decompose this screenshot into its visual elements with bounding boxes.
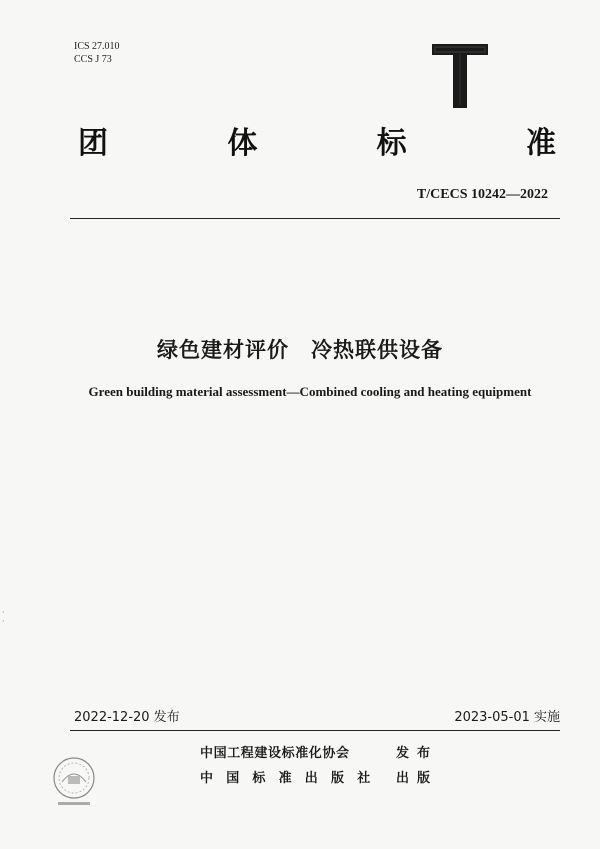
standard-number: T/CECS 10242—2022 bbox=[416, 187, 548, 202]
big-letter-t-icon bbox=[430, 42, 490, 110]
standard-type-heading bbox=[78, 126, 556, 162]
header-divider bbox=[70, 218, 560, 219]
classification-codes bbox=[74, 40, 120, 66]
implementation-date: 2023-05-01 实施 bbox=[454, 710, 560, 725]
standard-type-char: 标 bbox=[376, 126, 407, 161]
ccs-code: CCS J 73 bbox=[74, 54, 112, 65]
title-chinese: 绿色建材评价 冷热联供设备 bbox=[157, 338, 443, 362]
publisher-action: 发布 bbox=[396, 746, 439, 761]
title-english: Green building material assessment—Combined cooling and heating equipment bbox=[88, 384, 532, 399]
publisher-org: 中国工程建设标准化协会 bbox=[200, 746, 350, 761]
issue-date: 2022-12-20 发布 bbox=[74, 710, 180, 725]
publisher-row bbox=[200, 770, 450, 788]
publisher-action: 出版 bbox=[396, 771, 439, 786]
ics-code: ICS 27.010 bbox=[74, 41, 120, 52]
standard-type-char: 准 bbox=[525, 126, 556, 161]
publisher-row bbox=[200, 745, 450, 763]
scan-margin-mark: · · bbox=[2, 608, 5, 626]
standard-type-char: 团 bbox=[78, 126, 108, 161]
publisher-org: 中国标准出版社 bbox=[200, 771, 384, 786]
standard-type-char: 体 bbox=[227, 126, 258, 161]
publisher-seal-icon bbox=[44, 752, 104, 812]
footer-divider bbox=[70, 730, 560, 731]
